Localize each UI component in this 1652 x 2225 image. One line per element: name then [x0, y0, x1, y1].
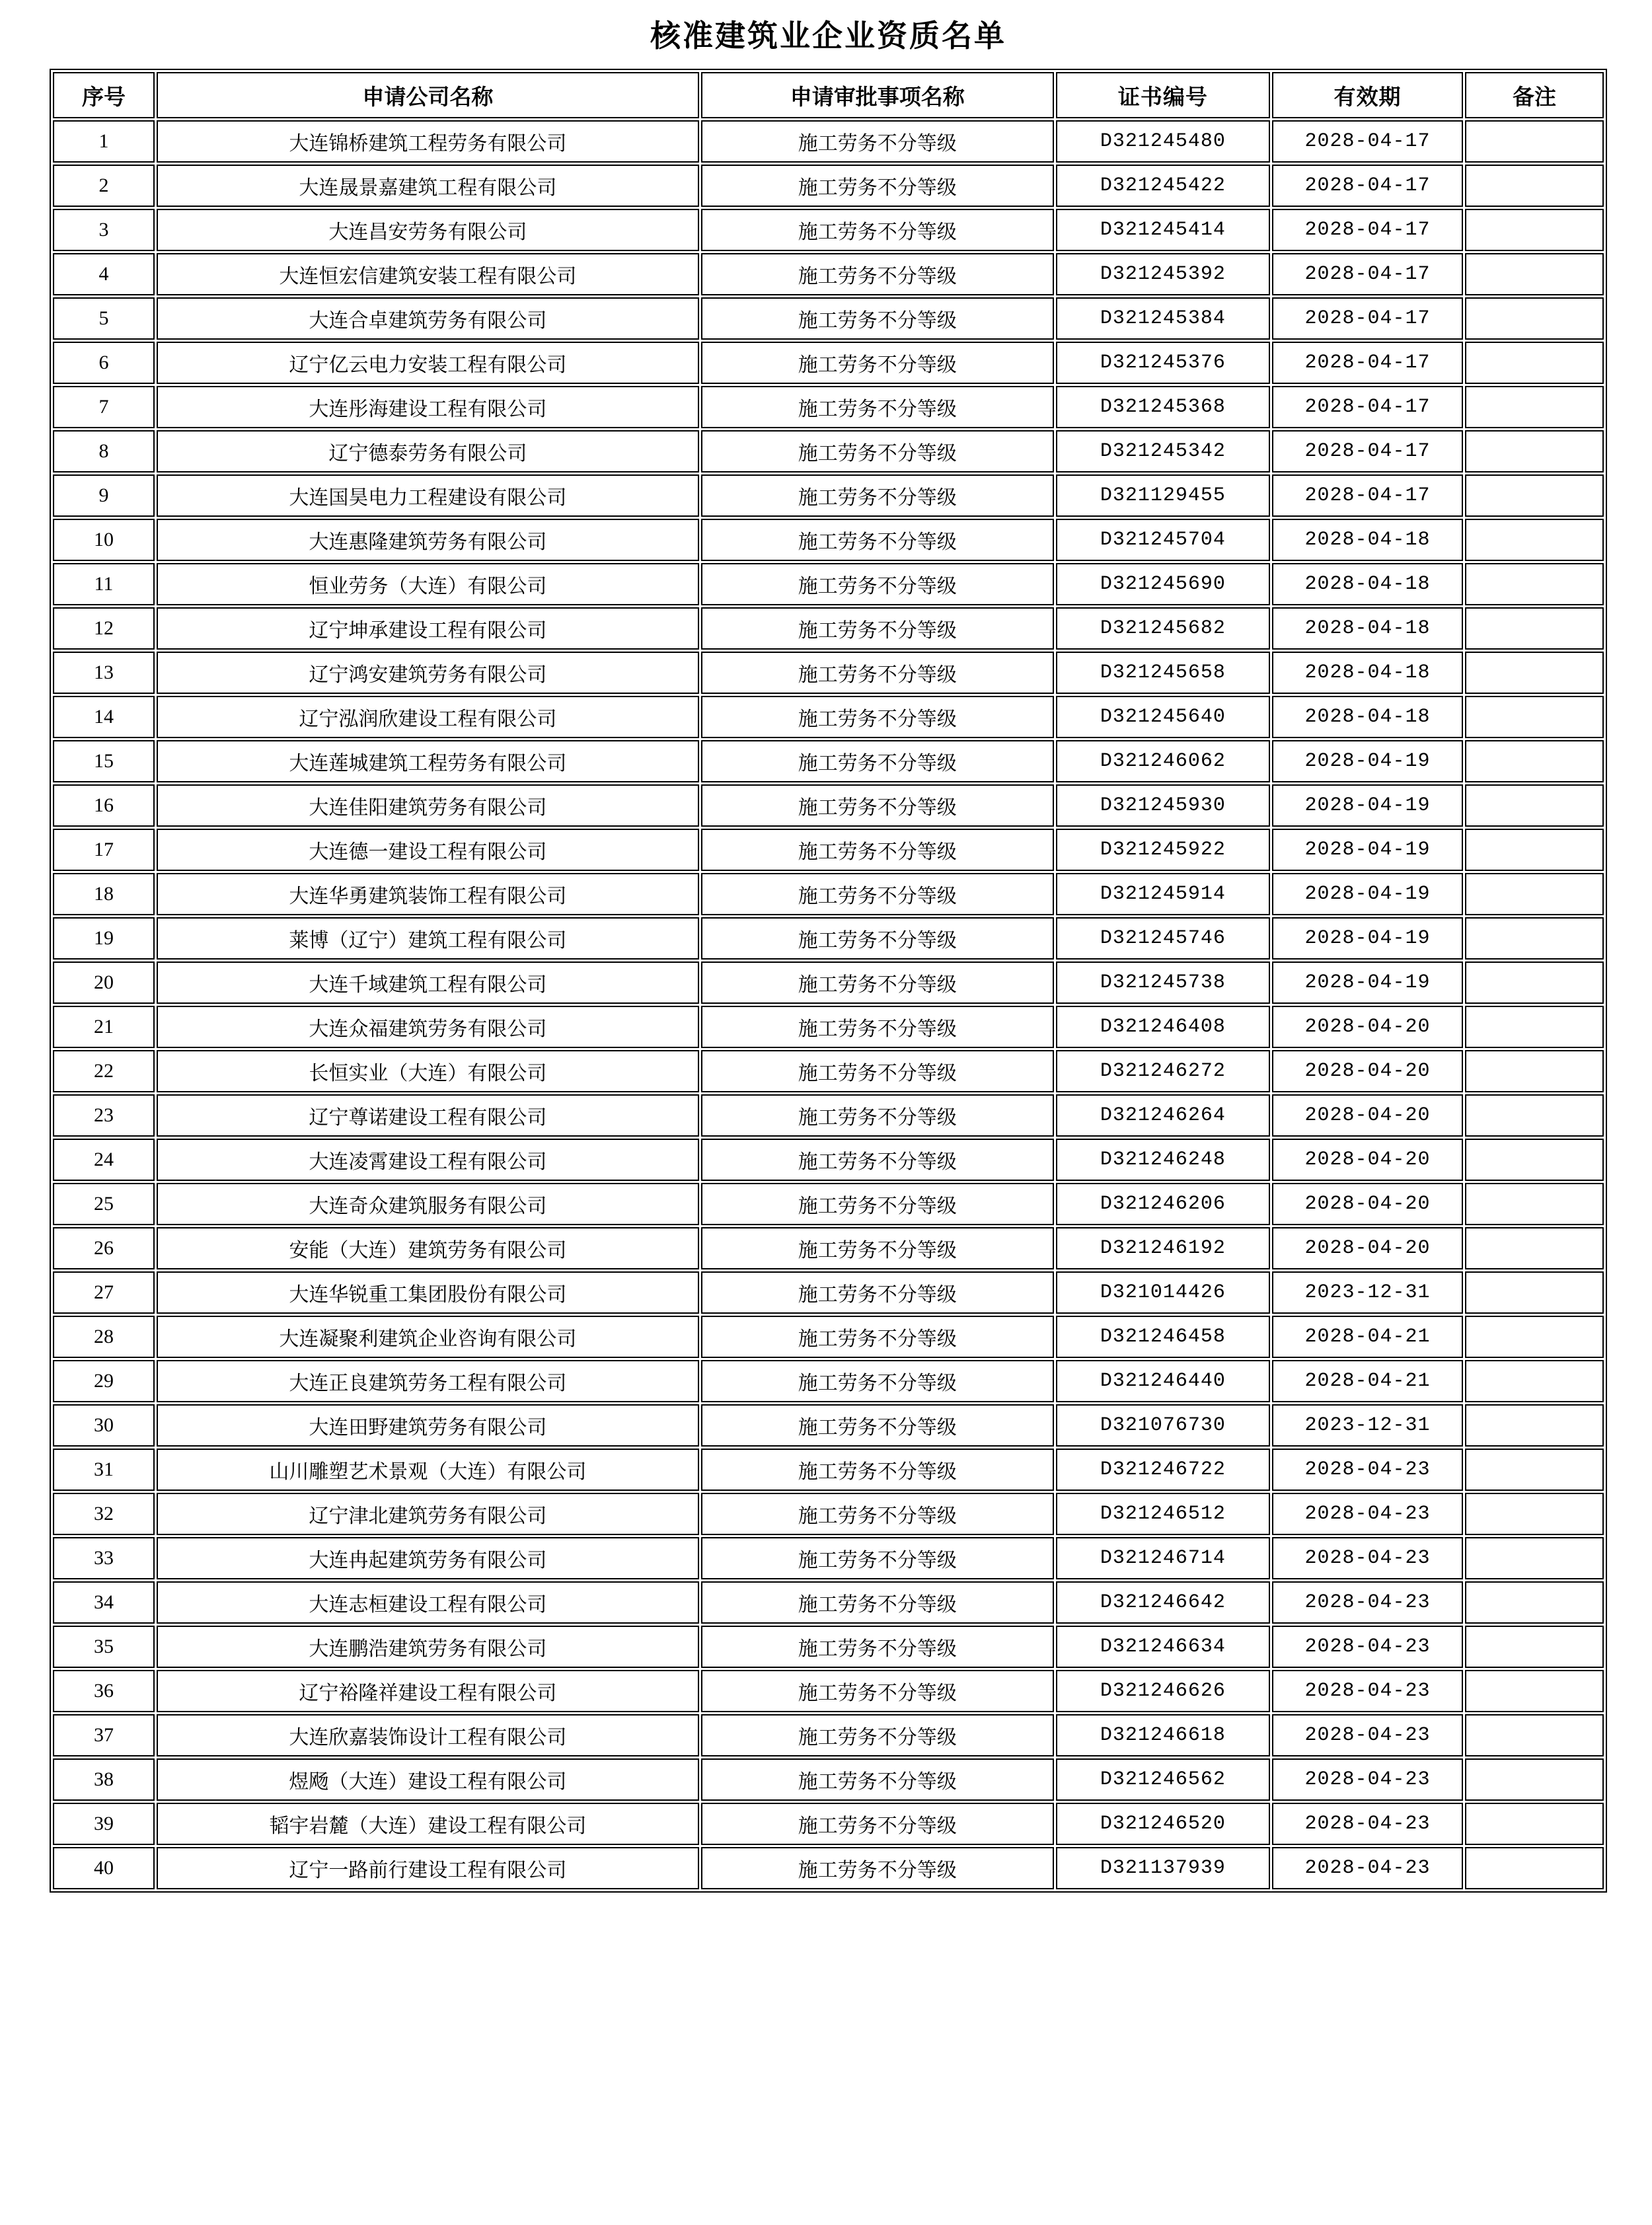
cell-item: 施工劳务不分等级 — [701, 1360, 1054, 1402]
cell-item: 施工劳务不分等级 — [701, 430, 1054, 472]
cell-item: 施工劳务不分等级 — [701, 1404, 1054, 1447]
cell-remark — [1465, 1670, 1604, 1712]
table-row — [53, 1050, 1604, 1092]
cell-valid: 2028-04-19 — [1272, 962, 1463, 1004]
cell-valid: 2023-12-31 — [1272, 1271, 1463, 1314]
header-row — [53, 72, 1604, 118]
cell-seq: 37 — [53, 1714, 155, 1756]
cell-remark — [1465, 1271, 1604, 1314]
cell-seq: 1 — [53, 120, 155, 163]
cell-remark — [1465, 1537, 1604, 1579]
cell-seq: 5 — [53, 297, 155, 340]
cell-cert: D321245746 — [1056, 917, 1270, 960]
cell-valid: 2028-04-19 — [1272, 740, 1463, 782]
cell-remark — [1465, 696, 1604, 738]
cell-remark — [1465, 1758, 1604, 1801]
cell-remark — [1465, 1714, 1604, 1756]
cell-seq: 22 — [53, 1050, 155, 1092]
cell-company: 大连华勇建筑装饰工程有限公司 — [157, 873, 699, 915]
cell-remark — [1465, 386, 1604, 428]
cell-valid: 2028-04-20 — [1272, 1183, 1463, 1225]
cell-valid: 2028-04-19 — [1272, 917, 1463, 960]
table-row — [53, 1758, 1604, 1801]
cell-seq: 3 — [53, 209, 155, 251]
cell-remark — [1465, 474, 1604, 517]
cell-item: 施工劳务不分等级 — [701, 1094, 1054, 1137]
cell-seq: 35 — [53, 1626, 155, 1668]
cell-company: 长恒实业（大连）有限公司 — [157, 1050, 699, 1092]
cell-company: 大连恒宏信建筑安装工程有限公司 — [157, 253, 699, 295]
cell-valid: 2028-04-18 — [1272, 563, 1463, 605]
cell-cert: D321246206 — [1056, 1183, 1270, 1225]
cell-cert: D321246248 — [1056, 1139, 1270, 1181]
cell-remark — [1465, 1581, 1604, 1624]
table-row — [53, 1360, 1604, 1402]
cell-company: 大连惠隆建筑劳务有限公司 — [157, 519, 699, 561]
table-row — [53, 1537, 1604, 1579]
cell-item: 施工劳务不分等级 — [701, 1316, 1054, 1358]
table-row — [53, 1670, 1604, 1712]
table-row — [53, 696, 1604, 738]
cell-company: 山川雕塑艺术景观（大连）有限公司 — [157, 1449, 699, 1491]
cell-valid: 2028-04-23 — [1272, 1493, 1463, 1535]
cell-cert: D321245682 — [1056, 607, 1270, 650]
cell-item: 施工劳务不分等级 — [701, 297, 1054, 340]
cell-seq: 34 — [53, 1581, 155, 1624]
cell-remark — [1465, 1360, 1604, 1402]
cell-valid: 2028-04-21 — [1272, 1316, 1463, 1358]
cell-item: 施工劳务不分等级 — [701, 1227, 1054, 1269]
cell-seq: 4 — [53, 253, 155, 295]
cell-cert: D321246512 — [1056, 1493, 1270, 1535]
cell-remark — [1465, 1050, 1604, 1092]
table-row — [53, 1803, 1604, 1845]
cell-cert: D321245690 — [1056, 563, 1270, 605]
cell-cert: D321245922 — [1056, 829, 1270, 871]
cell-valid: 2028-04-17 — [1272, 165, 1463, 207]
cell-company: 大连志桓建设工程有限公司 — [157, 1581, 699, 1624]
cell-company: 大连众福建筑劳务有限公司 — [157, 1006, 699, 1048]
cell-company: 大连凝聚利建筑企业咨询有限公司 — [157, 1316, 699, 1358]
cell-cert: D321246626 — [1056, 1670, 1270, 1712]
cell-item: 施工劳务不分等级 — [701, 165, 1054, 207]
cell-remark — [1465, 297, 1604, 340]
qualification-table — [50, 69, 1607, 1893]
cell-valid: 2028-04-20 — [1272, 1094, 1463, 1137]
cell-seq: 26 — [53, 1227, 155, 1269]
cell-company: 大连千域建筑工程有限公司 — [157, 962, 699, 1004]
cell-valid: 2028-04-19 — [1272, 873, 1463, 915]
table-row — [53, 652, 1604, 694]
cell-company: 大连莲城建筑工程劳务有限公司 — [157, 740, 699, 782]
cell-item: 施工劳务不分等级 — [701, 386, 1054, 428]
cell-item: 施工劳务不分等级 — [701, 607, 1054, 650]
cell-company: 大连欣嘉装饰设计工程有限公司 — [157, 1714, 699, 1756]
cell-cert: D321246634 — [1056, 1626, 1270, 1668]
cell-seq: 2 — [53, 165, 155, 207]
cell-item: 施工劳务不分等级 — [701, 1537, 1054, 1579]
table-row — [53, 740, 1604, 782]
cell-remark — [1465, 253, 1604, 295]
cell-company: 大连正良建筑劳务工程有限公司 — [157, 1360, 699, 1402]
table-row — [53, 1714, 1604, 1756]
cell-company: 大连昌安劳务有限公司 — [157, 209, 699, 251]
table-row — [53, 607, 1604, 650]
cell-remark — [1465, 740, 1604, 782]
cell-cert: D321246642 — [1056, 1581, 1270, 1624]
cell-item: 施工劳务不分等级 — [701, 1493, 1054, 1535]
cell-item: 施工劳务不分等级 — [701, 1050, 1054, 1092]
cell-item: 施工劳务不分等级 — [701, 474, 1054, 517]
cell-cert: D321245422 — [1056, 165, 1270, 207]
cell-valid: 2028-04-19 — [1272, 784, 1463, 827]
table-row — [53, 1581, 1604, 1624]
table-row — [53, 165, 1604, 207]
cell-item: 施工劳务不分等级 — [701, 1803, 1054, 1845]
cell-cert: D321246062 — [1056, 740, 1270, 782]
cell-remark — [1465, 1139, 1604, 1181]
cell-remark — [1465, 165, 1604, 207]
cell-valid: 2023-12-31 — [1272, 1404, 1463, 1447]
cell-company: 辽宁裕隆祥建设工程有限公司 — [157, 1670, 699, 1712]
cell-valid: 2028-04-23 — [1272, 1626, 1463, 1668]
cell-cert: D321246440 — [1056, 1360, 1270, 1402]
cell-item: 施工劳务不分等级 — [701, 696, 1054, 738]
table-row — [53, 1626, 1604, 1668]
cell-valid: 2028-04-17 — [1272, 120, 1463, 163]
cell-seq: 20 — [53, 962, 155, 1004]
cell-valid: 2028-04-20 — [1272, 1050, 1463, 1092]
header-company: 申请公司名称 — [157, 72, 699, 118]
cell-cert: D321245930 — [1056, 784, 1270, 827]
cell-seq: 15 — [53, 740, 155, 782]
table-row — [53, 563, 1604, 605]
cell-seq: 30 — [53, 1404, 155, 1447]
cell-remark — [1465, 1183, 1604, 1225]
table-row — [53, 917, 1604, 960]
cell-remark — [1465, 1006, 1604, 1048]
cell-cert: D321245640 — [1056, 696, 1270, 738]
cell-item: 施工劳务不分等级 — [701, 1006, 1054, 1048]
cell-cert: D321245914 — [1056, 873, 1270, 915]
cell-remark — [1465, 784, 1604, 827]
cell-seq: 25 — [53, 1183, 155, 1225]
cell-remark — [1465, 917, 1604, 960]
cell-company: 辽宁鸿安建筑劳务有限公司 — [157, 652, 699, 694]
table-row — [53, 253, 1604, 295]
header-remark: 备注 — [1465, 72, 1604, 118]
cell-valid: 2028-04-23 — [1272, 1714, 1463, 1756]
cell-company: 辽宁德泰劳务有限公司 — [157, 430, 699, 472]
cell-seq: 9 — [53, 474, 155, 517]
cell-item: 施工劳务不分等级 — [701, 563, 1054, 605]
cell-seq: 8 — [53, 430, 155, 472]
cell-valid: 2028-04-17 — [1272, 209, 1463, 251]
cell-remark — [1465, 342, 1604, 384]
cell-remark — [1465, 1803, 1604, 1845]
cell-remark — [1465, 1316, 1604, 1358]
cell-seq: 23 — [53, 1094, 155, 1137]
cell-company: 大连奇众建筑服务有限公司 — [157, 1183, 699, 1225]
table-row — [53, 1006, 1604, 1048]
cell-valid: 2028-04-23 — [1272, 1581, 1463, 1624]
cell-remark — [1465, 209, 1604, 251]
table-row — [53, 1139, 1604, 1181]
cell-item: 施工劳务不分等级 — [701, 917, 1054, 960]
cell-cert: D321246520 — [1056, 1803, 1270, 1845]
cell-remark — [1465, 1626, 1604, 1668]
cell-company: 煜飏（大连）建设工程有限公司 — [157, 1758, 699, 1801]
page-title: 核准建筑业企业资质名单 — [650, 18, 1006, 54]
cell-item: 施工劳务不分等级 — [701, 1271, 1054, 1314]
cell-remark — [1465, 607, 1604, 650]
cell-seq: 28 — [53, 1316, 155, 1358]
cell-valid: 2028-04-17 — [1272, 386, 1463, 428]
cell-company: 大连锦桥建筑工程劳务有限公司 — [157, 120, 699, 163]
table-row — [53, 829, 1604, 871]
table-row — [53, 209, 1604, 251]
cell-company: 大连佳阳建筑劳务有限公司 — [157, 784, 699, 827]
cell-seq: 7 — [53, 386, 155, 428]
cell-remark — [1465, 652, 1604, 694]
cell-cert: D321245342 — [1056, 430, 1270, 472]
cell-cert: D321245704 — [1056, 519, 1270, 561]
cell-remark — [1465, 519, 1604, 561]
cell-company: 辽宁亿云电力安装工程有限公司 — [157, 342, 699, 384]
cell-cert: D321245392 — [1056, 253, 1270, 295]
cell-seq: 13 — [53, 652, 155, 694]
cell-valid: 2028-04-17 — [1272, 342, 1463, 384]
cell-valid: 2028-04-18 — [1272, 519, 1463, 561]
cell-valid: 2028-04-18 — [1272, 696, 1463, 738]
table-row — [53, 342, 1604, 384]
table-body — [53, 120, 1604, 1889]
table-row — [53, 297, 1604, 340]
table-row — [53, 1227, 1604, 1269]
table-row — [53, 784, 1604, 827]
cell-valid: 2028-04-18 — [1272, 652, 1463, 694]
cell-seq: 17 — [53, 829, 155, 871]
cell-company: 辽宁一路前行建设工程有限公司 — [157, 1847, 699, 1889]
cell-valid: 2028-04-21 — [1272, 1360, 1463, 1402]
cell-item: 施工劳务不分等级 — [701, 1714, 1054, 1756]
cell-item: 施工劳务不分等级 — [701, 1183, 1054, 1225]
cell-valid: 2028-04-18 — [1272, 607, 1463, 650]
cell-valid: 2028-04-23 — [1272, 1803, 1463, 1845]
cell-seq: 32 — [53, 1493, 155, 1535]
cell-cert: D321129455 — [1056, 474, 1270, 517]
cell-company: 辽宁泓润欣建设工程有限公司 — [157, 696, 699, 738]
cell-remark — [1465, 829, 1604, 871]
table-row — [53, 1094, 1604, 1137]
cell-item: 施工劳务不分等级 — [701, 253, 1054, 295]
cell-company: 大连冉起建筑劳务有限公司 — [157, 1537, 699, 1579]
table-row — [53, 1449, 1604, 1491]
cell-item: 施工劳务不分等级 — [701, 1847, 1054, 1889]
cell-seq: 33 — [53, 1537, 155, 1579]
cell-seq: 38 — [53, 1758, 155, 1801]
cell-item: 施工劳务不分等级 — [701, 652, 1054, 694]
header-item: 申请审批事项名称 — [701, 72, 1054, 118]
cell-remark — [1465, 120, 1604, 163]
cell-company: 辽宁尊诺建设工程有限公司 — [157, 1094, 699, 1137]
cell-valid: 2028-04-23 — [1272, 1537, 1463, 1579]
cell-cert: D321246272 — [1056, 1050, 1270, 1092]
cell-company: 大连合卓建筑劳务有限公司 — [157, 297, 699, 340]
cell-cert: D321245414 — [1056, 209, 1270, 251]
table-row — [53, 430, 1604, 472]
cell-seq: 21 — [53, 1006, 155, 1048]
table-row — [53, 1404, 1604, 1447]
cell-seq: 11 — [53, 563, 155, 605]
cell-item: 施工劳务不分等级 — [701, 342, 1054, 384]
cell-item: 施工劳务不分等级 — [701, 873, 1054, 915]
cell-valid: 2028-04-17 — [1272, 297, 1463, 340]
cell-seq: 29 — [53, 1360, 155, 1402]
cell-company: 韬宇岩麓（大连）建设工程有限公司 — [157, 1803, 699, 1845]
cell-company: 大连凌霄建设工程有限公司 — [157, 1139, 699, 1181]
table-row — [53, 1316, 1604, 1358]
cell-seq: 24 — [53, 1139, 155, 1181]
cell-valid: 2028-04-20 — [1272, 1227, 1463, 1269]
table-row — [53, 1493, 1604, 1535]
cell-company: 大连国昊电力工程建设有限公司 — [157, 474, 699, 517]
cell-valid: 2028-04-23 — [1272, 1758, 1463, 1801]
cell-seq: 27 — [53, 1271, 155, 1314]
cell-remark — [1465, 873, 1604, 915]
cell-seq: 10 — [53, 519, 155, 561]
cell-cert: D321245738 — [1056, 962, 1270, 1004]
cell-valid: 2028-04-23 — [1272, 1670, 1463, 1712]
cell-item: 施工劳务不分等级 — [701, 740, 1054, 782]
cell-company: 大连彤海建设工程有限公司 — [157, 386, 699, 428]
cell-item: 施工劳务不分等级 — [701, 209, 1054, 251]
cell-cert: D321245480 — [1056, 120, 1270, 163]
cell-cert: D321246264 — [1056, 1094, 1270, 1137]
cell-item: 施工劳务不分等级 — [701, 1139, 1054, 1181]
table-header — [53, 72, 1604, 118]
cell-valid: 2028-04-17 — [1272, 430, 1463, 472]
cell-valid: 2028-04-20 — [1272, 1006, 1463, 1048]
table-row — [53, 120, 1604, 163]
cell-remark — [1465, 1404, 1604, 1447]
cell-cert: D321246408 — [1056, 1006, 1270, 1048]
cell-company: 大连田野建筑劳务有限公司 — [157, 1404, 699, 1447]
table-row — [53, 873, 1604, 915]
cell-valid: 2028-04-23 — [1272, 1449, 1463, 1491]
table-row — [53, 1847, 1604, 1889]
cell-seq: 36 — [53, 1670, 155, 1712]
cell-company: 辽宁坤承建设工程有限公司 — [157, 607, 699, 650]
cell-seq: 12 — [53, 607, 155, 650]
cell-seq: 16 — [53, 784, 155, 827]
cell-cert: D321246618 — [1056, 1714, 1270, 1756]
cell-cert: D321246714 — [1056, 1537, 1270, 1579]
cell-seq: 39 — [53, 1803, 155, 1845]
cell-item: 施工劳务不分等级 — [701, 829, 1054, 871]
cell-cert: D321076730 — [1056, 1404, 1270, 1447]
cell-item: 施工劳务不分等级 — [701, 519, 1054, 561]
cell-remark — [1465, 962, 1604, 1004]
table-row — [53, 519, 1604, 561]
cell-remark — [1465, 1449, 1604, 1491]
cell-company: 大连晟景嘉建筑工程有限公司 — [157, 165, 699, 207]
table-row — [53, 1271, 1604, 1314]
cell-cert: D321246562 — [1056, 1758, 1270, 1801]
table-row — [53, 386, 1604, 428]
cell-company: 恒业劳务（大连）有限公司 — [157, 563, 699, 605]
cell-company: 辽宁津北建筑劳务有限公司 — [157, 1493, 699, 1535]
cell-remark — [1465, 1493, 1604, 1535]
cell-cert: D321245384 — [1056, 297, 1270, 340]
cell-item: 施工劳务不分等级 — [701, 1581, 1054, 1624]
header-cert: 证书编号 — [1056, 72, 1270, 118]
cell-item: 施工劳务不分等级 — [701, 1449, 1054, 1491]
header-seq: 序号 — [53, 72, 155, 118]
cell-company: 安能（大连）建筑劳务有限公司 — [157, 1227, 699, 1269]
table-row — [53, 1183, 1604, 1225]
cell-valid: 2028-04-17 — [1272, 253, 1463, 295]
cell-company: 大连鹏浩建筑劳务有限公司 — [157, 1626, 699, 1668]
cell-cert: D321137939 — [1056, 1847, 1270, 1889]
cell-valid: 2028-04-19 — [1272, 829, 1463, 871]
cell-valid: 2028-04-23 — [1272, 1847, 1463, 1889]
cell-seq: 40 — [53, 1847, 155, 1889]
cell-seq: 6 — [53, 342, 155, 384]
cell-item: 施工劳务不分等级 — [701, 120, 1054, 163]
cell-cert: D321245376 — [1056, 342, 1270, 384]
cell-seq: 31 — [53, 1449, 155, 1491]
cell-item: 施工劳务不分等级 — [701, 1670, 1054, 1712]
cell-item: 施工劳务不分等级 — [701, 1758, 1054, 1801]
cell-remark — [1465, 1227, 1604, 1269]
cell-seq: 14 — [53, 696, 155, 738]
cell-company: 大连华锐重工集团股份有限公司 — [157, 1271, 699, 1314]
table-row — [53, 474, 1604, 517]
cell-cert: D321246192 — [1056, 1227, 1270, 1269]
cell-item: 施工劳务不分等级 — [701, 1626, 1054, 1668]
cell-cert: D321246722 — [1056, 1449, 1270, 1491]
cell-item: 施工劳务不分等级 — [701, 784, 1054, 827]
cell-remark — [1465, 1094, 1604, 1137]
cell-valid: 2028-04-17 — [1272, 474, 1463, 517]
header-valid: 有效期 — [1272, 72, 1463, 118]
cell-cert: D321245368 — [1056, 386, 1270, 428]
cell-remark — [1465, 430, 1604, 472]
cell-company: 莱博（辽宁）建筑工程有限公司 — [157, 917, 699, 960]
cell-seq: 18 — [53, 873, 155, 915]
cell-company: 大连德一建设工程有限公司 — [157, 829, 699, 871]
cell-valid: 2028-04-20 — [1272, 1139, 1463, 1181]
cell-cert: D321246458 — [1056, 1316, 1270, 1358]
cell-seq: 19 — [53, 917, 155, 960]
cell-cert: D321245658 — [1056, 652, 1270, 694]
cell-remark — [1465, 563, 1604, 605]
cell-cert: D321014426 — [1056, 1271, 1270, 1314]
table-row — [53, 962, 1604, 1004]
cell-remark — [1465, 1847, 1604, 1889]
cell-item: 施工劳务不分等级 — [701, 962, 1054, 1004]
